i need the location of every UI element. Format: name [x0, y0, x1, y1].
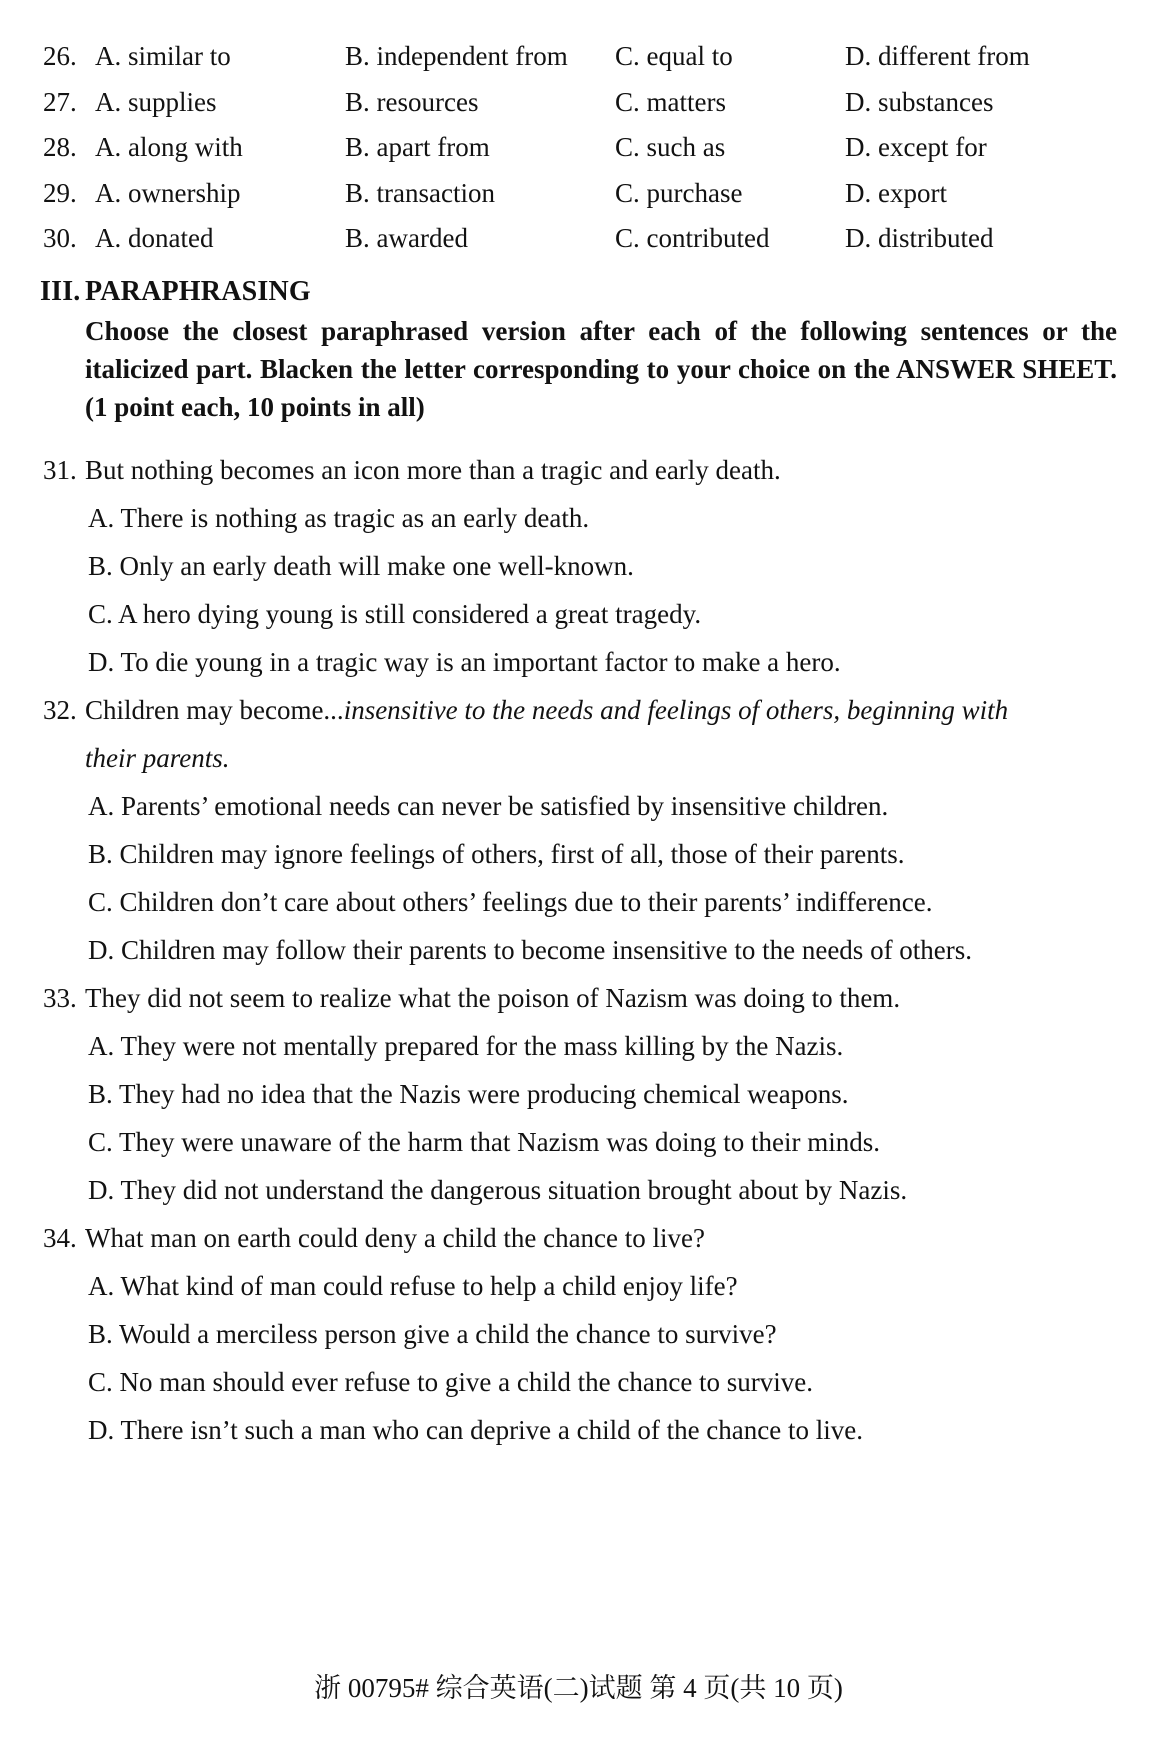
option-b: B. resources — [345, 86, 479, 117]
stem-plain-part: Children may become... — [85, 694, 344, 725]
question-stem: They did not seem to realize what the poison of Nazism was doing to them. — [85, 982, 901, 1013]
question-number: 30. — [43, 223, 77, 253]
question-stem-line — [0, 686, 1157, 734]
option-c: C. such as — [615, 132, 726, 162]
option-c: C. Children don’t care about others’ feelings due to their parents’ indifference. — [88, 886, 933, 917]
option-a: A. Parents’ emotional needs can never be satisfied by insensitive children. — [88, 790, 889, 821]
option-b: B. apart from — [345, 132, 490, 162]
question-number: 27. — [43, 86, 77, 117]
option-c: C. matters — [615, 86, 726, 117]
option-a: A. along with — [95, 132, 243, 162]
section-title: PARAPHRASING — [85, 275, 311, 307]
option-d: D. distributed — [845, 223, 994, 253]
question-stem-continued — [0, 734, 1157, 782]
option-a: A. There is nothing as tragic as an early death. — [88, 502, 590, 533]
question-stem-line — [0, 446, 1157, 494]
grid-row-26 — [0, 34, 1157, 80]
option-d: D. different from — [845, 41, 1030, 71]
option-a: A. What kind of man could refuse to help a child enjoy life? — [88, 1270, 738, 1301]
option-b: B. Only an early death will make one well-known. — [88, 550, 634, 581]
option-b: B. Would a merciless person give a child the chance to survive? — [88, 1318, 777, 1349]
question-number: 33. — [43, 982, 77, 1013]
stem-italic-part: their parents. — [85, 742, 230, 773]
option-c: C. They were unaware of the harm that Nazism was doing to their minds. — [88, 1126, 881, 1157]
option-a: A. donated — [95, 223, 214, 253]
option-b: B. Children may ignore feelings of others, first of all, those of their parents. — [88, 838, 905, 869]
option-c: C. A hero dying young is still considered a great tragedy. — [88, 598, 702, 629]
option-d: D. To die young in a tragic way is an important factor to make a hero. — [88, 646, 841, 677]
option-d: D. except for — [845, 132, 987, 162]
question-34 — [0, 1214, 1157, 1454]
question-stem — [85, 686, 1157, 734]
option-d: D. substances — [845, 86, 994, 117]
option-a: A. ownership — [95, 177, 241, 208]
question-32 — [0, 686, 1157, 974]
section-instructions: Choose the closest paraphrased version after each of the following sentences or the italicized part. Blacken the letter corresponding to your choice on the ANSWER SHEET. (1 point each, 10 points in all) — [85, 315, 1117, 422]
option-b: B. independent from — [345, 41, 568, 71]
question-stem: But nothing becomes an icon more than a tragic and early death. — [85, 454, 781, 485]
option-d: D. They did not understand the dangerous situation brought about by Nazis. — [88, 1174, 908, 1205]
section-heading — [0, 274, 1157, 310]
option-c: C. equal to — [615, 41, 733, 71]
option-d: D. export — [845, 177, 947, 208]
page-footer: 浙 00795# 综合英语(二)试题 第 4 页(共 10 页) — [314, 1673, 843, 1703]
section-numeral: III. — [40, 275, 81, 307]
question-stem-line — [0, 1214, 1157, 1262]
option-a: A. They were not mentally prepared for the mass killing by the Nazis. — [88, 1030, 844, 1061]
question-33 — [0, 974, 1157, 1214]
grid-row-30 — [0, 216, 1157, 262]
question-number: 28. — [43, 132, 77, 162]
option-c: C. purchase — [615, 177, 743, 208]
stem-italic-part: insensitive to the needs and feelings of others, beginning with — [343, 694, 1009, 725]
option-c: C. No man should ever refuse to give a child the chance to survive. — [88, 1366, 814, 1397]
question-number: 32. — [43, 694, 77, 725]
grid-row-29 — [0, 171, 1157, 217]
cloze-options-grid — [0, 0, 1157, 262]
question-31 — [0, 446, 1157, 686]
option-d: D. There isn’t such a man who can deprive a child of the chance to live. — [88, 1414, 863, 1445]
question-number: 34. — [43, 1222, 77, 1253]
question-stem-line — [0, 974, 1157, 1022]
question-number: 29. — [43, 177, 77, 208]
question-number: 31. — [43, 454, 77, 485]
option-d: D. Children may follow their parents to become insensitive to the needs of others. — [88, 934, 973, 965]
question-number: 26. — [43, 41, 77, 71]
option-b: B. They had no idea that the Nazis were producing chemical weapons. — [88, 1078, 849, 1109]
option-b: B. awarded — [345, 223, 468, 253]
question-stem: What man on earth could deny a child the chance to live? — [85, 1222, 705, 1253]
grid-row-27 — [0, 80, 1157, 126]
option-b: B. transaction — [345, 177, 495, 208]
grid-row-28 — [0, 125, 1157, 171]
paraphrasing-questions — [0, 446, 1157, 1454]
option-a: A. similar to — [95, 41, 231, 71]
option-c: C. contributed — [615, 223, 770, 253]
option-a: A. supplies — [95, 86, 217, 117]
